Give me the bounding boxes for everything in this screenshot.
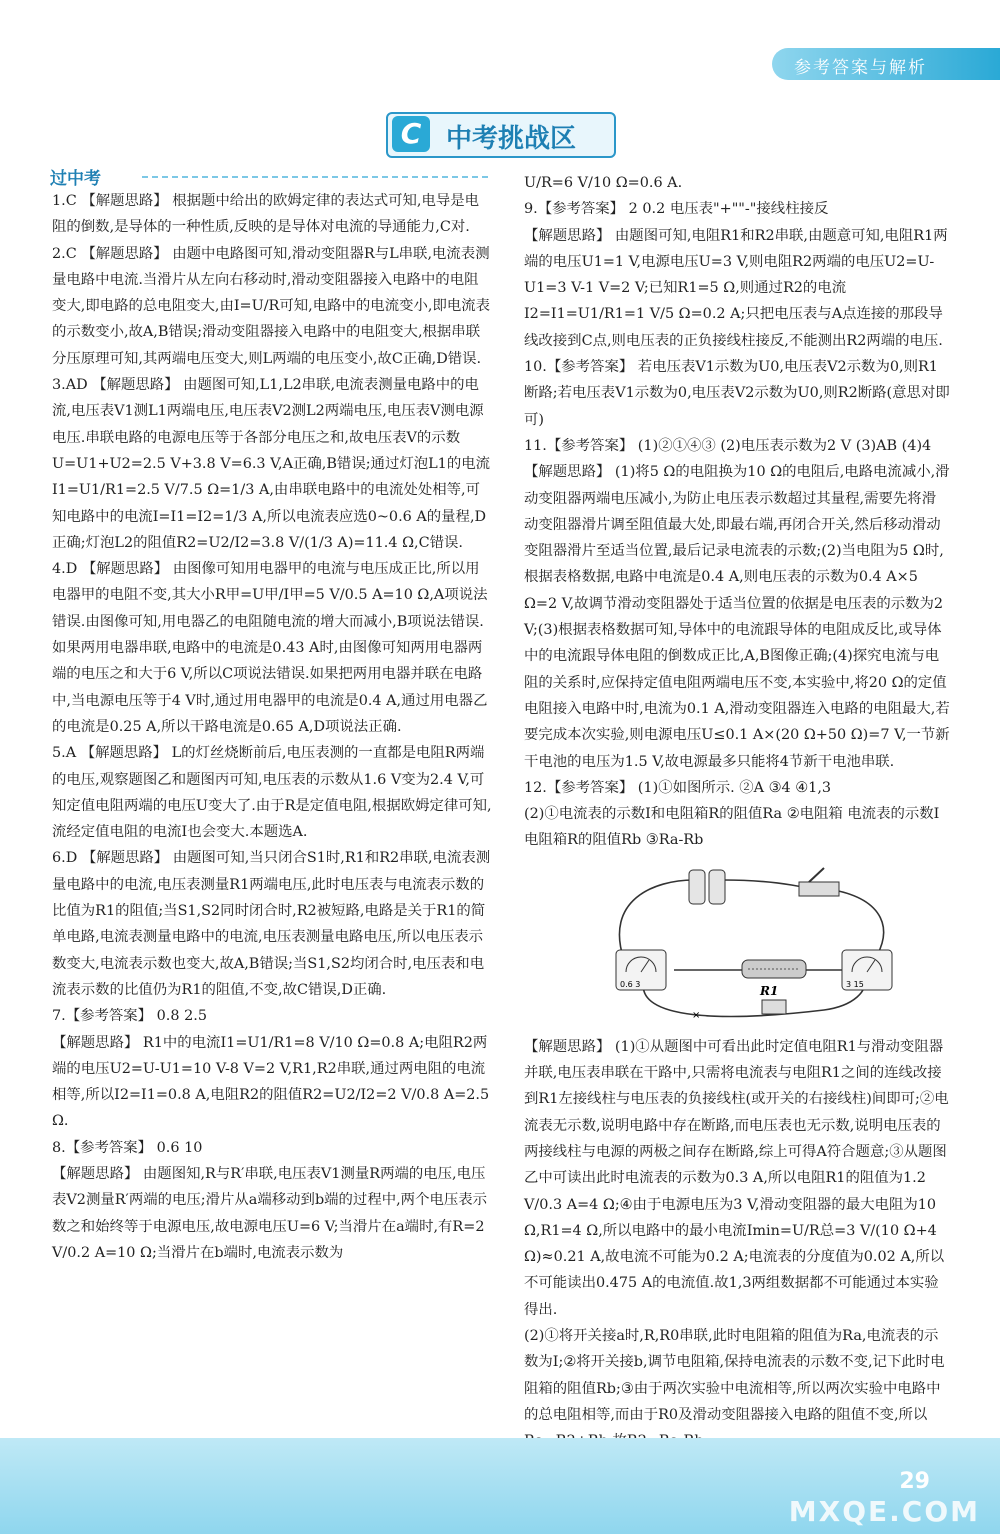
answer-2: 2.C 【解题思路】 由题中电路图可知,滑动变阻器R与L串联,电流表测量电路中电流.当滑片从左向右移动时,滑动变阻器接入电路中的电阻变大,即电路的总电阻变大,由I=U/R可知,电路中的电流变小,即电流表的示数变小,故A,B错误;滑动变阻器接入电路中的电阻变大,根据串联分压原理可知,其两端电压变大,则L两端的电压变小,故C正确,D错误. <box>52 245 491 367</box>
answer-1: 1.C 【解题思路】 根据题中给出的欧姆定律的表达式可知,电导是电阻的倒数,是导体的一种性质,反映的是导体对电流的导通能力,C对. <box>52 193 480 236</box>
watermark: MXQE.COM <box>788 1495 980 1528</box>
answer-9: 9.【参考答案】 2 0.2 电压表"+""-"接线柱接反 <box>524 201 829 218</box>
answer-3: 3.AD 【解题思路】 由题图可知,L1,L2串联,电流表测量电路中的电流,电压表V1测L1两端电压,电压表V2测L2两端电压,电压表V测电源电压.串联电路的电源电压等于各部分电压之和,故电压表V的示数U=U1+U2=2.5 V+3.8 V=6.3 V,A正确,B错误;通过灯泡L1的电流I1=U1/R1=2.5 V/7.5 Ω=1/3 A,由串联电路中的电流处处相等,可知电路中的电流I=I1=I2=1/3 A,所以电流表应选0~0.6 A的量程,D正确;灯泡L2的阻值R2=U2/I2=3.8 V/(1/3 A)=11.4 Ω,C错误. <box>52 377 490 551</box>
section-title: 中考挑战区 <box>446 124 577 154</box>
answer-11-explanation: 【解题思路】 (1)将5 Ω的电阻换为10 Ω的电阻后,电路电流减小,滑动变阻器两端电压减小,为防止电压表示数超过其量程,需要先将滑动变阻器滑片调至阻值最大处,即最右端,再闭合开关,然后移动滑动变阻器滑片至适当位置,最后记录电流表的示数;(2)当电阻为5 Ω时,根据表格数据,电路中电流是0.4 A,则电压表的示数为0.4 A×5 Ω=2 V,故调节滑动变阻器处于适当位置的依据是电压表的示数为2 V;(3)根据表格数据可知,导体中的电流跟导体的电阻成反比,或导体中的电流跟导体电阻的倒数成正比,A,B图像正确;(4)探究电流与电阻的关系时,应保持定值电阻两端电压不变,本实验中,将20 Ω的定值电阻接入电路中时,电流为0.1 A,滑动变阻器连入电路的电阻最大,若要完成本次实验,则电源电压U≤0.1 A×(20 Ω+50 Ω)=7 V,一节新干电池的电压为1.5 V,故电源最多只能将4节新干电池串联. <box>524 464 950 770</box>
answer-5: 5.A 【解题思路】 L的灯丝烧断前后,电压表测的一直都是电阻R两端的电压,观察题图乙和题图丙可知,电压表的示数从1.6 V变为2.4 V,可知定值电阻两端的电压U变大了.由于R是定值电阻,根据欧姆定律可知,流经定值电阻的电流I也会变大.本题选A. <box>52 745 492 841</box>
left-column <box>52 188 492 1266</box>
answer-9-explanation: 【解题思路】 由题图可知,电阻R1和R2串联,由题意可知,电阻R1两端的电压U1=1 V,电源电压U=3 V,则电阻R2两端的电压U2=U-U1=3 V-1 V=2 V;已知R1=5 Ω,则通过R2的电流I2=I1=U1/R1=1 V/5 Ω=0.2 A;只把电压表与A点连接的那段导线改接到C点,则电压表的正负接线柱接反,不能测出R2两端的电压. <box>524 227 948 349</box>
switch <box>799 882 839 896</box>
subsection-header <box>50 164 490 189</box>
answer-6: 6.D 【解题思路】 由题图可知,当只闭合S1时,R1和R2串联,电流表测量电路中的电流,电压表测量R1两端电压,此时电压表与电流表示数的比值为R1的阻值;当S1,S2同时闭合时,R2被短路,电路是关于R1的简单电路,电流表测量电路中的电流,电压表测量电路电压,所以电压表示数变大,电流表示数也变大,故A,B错误;当S1,S2均闭合时,电压表和电流表示数的比值仍为R1的阻值,不变,故C错误,D正确. <box>52 850 491 998</box>
page-number: 29 <box>899 1469 930 1494</box>
section-header <box>386 112 616 158</box>
subsection-title: 过中考 <box>50 169 101 189</box>
battery-2 <box>709 870 725 904</box>
resistor-r1-label: R1 <box>760 983 779 998</box>
wire-cross-mark: × <box>692 1009 701 1021</box>
dashed-divider <box>142 176 488 178</box>
answer-10: 10.【参考答案】 若电压表V1示数为U0,电压表V2示数为0,则R1断路;若电压表V1示数为0,电压表V2示数为U0,则R2断路(意思对即可) <box>524 359 950 428</box>
answer-12: 12.【参考答案】 (1)①如图所示. ②A ③4 ④1,3 <box>524 779 832 796</box>
resistor-r1-icon <box>762 1000 786 1014</box>
answer-7: 7.【参考答案】 0.8 2.5 <box>52 1008 207 1025</box>
answer-7-explanation: 【解题思路】 R1中的电流I1=U1/R1=8 V/10 Ω=0.8 A;电阻R2两端的电压U2=U-U1=10 V-8 V=2 V,R1,R2串联,通过两电阻的电流相等,所以I2=I1=0.8 A,电阻R2的阻值R2=U2/I2=2 V/0.8 A=2.5 Ω. <box>52 1034 490 1130</box>
answer-12-part2-explanation: (2)①将开关接a时,R,R0串联,此时电阻箱的阻值为Ra,电流表的示数为I;②将开关接b,调节电阻箱,保持电流表的示数不变,记下此时电阻箱的阻值Rb;③由于两次实验中电流相等,所以两次实验中电路中的总电阻相等,而由于R0及滑动变阻器接入电路的阻值不变,所以 <box>524 1327 945 1423</box>
page-footer <box>0 1438 1000 1534</box>
answer-8-explanation: 【解题思路】 由题图知,R与R′串联,电压表V1测量R两端的电压,电压表V2测量R′两端的电压;滑片从a端移动到b端的过程中,两个电压表示数之和始终等于电源电压,故电源电压U=6 V;当滑片在a端时,有R=2 V/0.2 A=10 Ω;当滑片在b端时,电流表示数为 <box>52 1165 488 1261</box>
section-tag-text: 参考答案与解析 <box>794 58 927 78</box>
voltmeter-terminals: 3 15 <box>846 979 864 989</box>
ammeter-terminals: 0.6 3 <box>620 979 641 989</box>
circuit-diagram <box>524 860 950 1030</box>
section-tag <box>772 48 1000 80</box>
answer-8-continued: U/R=6 V/10 Ω=0.6 A. <box>524 175 683 191</box>
answer-4: 4.D 【解题思路】 由图像可知用电器甲的电流与电压成正比,所以用电器甲的电阻不变,其大小R甲=U甲/I甲=5 V/0.5 A=10 Ω,A项说法错误.由图像可知,用电器乙的电阻随电流的增大而减小,B项说法错误.如果两用电器串联,电路中的电流是0.43 A时,由图像可知两用电器两端的电压之和大于6 V,所以C项说法错误.如果把两用电器并联在电路中,当电源电压等于4 V时,通过用电器甲的电流是0.4 A,通过用电器乙的电流是0.25 A,所以干路电流是0.65 A,D项说法正确. <box>52 561 488 735</box>
section-letter: C <box>392 116 430 152</box>
answer-8: 8.【参考答案】 0.6 10 <box>52 1139 203 1156</box>
battery-1 <box>689 870 705 904</box>
answer-11: 11.【参考答案】 (1)②①④③ (2)电压表示数为2 V (3)AB (4)4 <box>524 437 932 454</box>
right-column <box>524 170 950 1481</box>
circuit-figure <box>524 860 950 1030</box>
answer-12-explanation: 【解题思路】 (1)①从题图中可看出此时定值电阻R1与滑动变阻器并联,电压表串联在干路中,只需将电流表与电阻R1之间的连线改接到R1左接线柱与电压表的负接线柱(或开关的右接线柱)间即可;②电流表无示数,说明电路中存在断路,而电压表也无示数,说明电压表的两接线柱与电源的两极之间存在断路,综上可得A符合题意;③从题图乙中可读出此时电流表的示数为0.3 A,所以电阻R1的阻值为1.2 V/0.3 A=4 Ω;④由于电源电压为3 V,滑动变阻器的最大电阻为10 Ω,R1=4 Ω,所以电路中的最小电流Imin=U/R总=3 V/(10 Ω+4 Ω)≈0.21 A,故电流不可能为0.2 A;电流表的分度值为0.02 A,所以不可能读出0.475 A的电流值.故1,3两组数据都不可能通过本实验得出. <box>524 1038 949 1318</box>
answer-12-part2: (2)①电流表的示数I和电阻箱R的阻值Ra ②电阻箱 电流表的示数I 电阻箱R的阻值Rb ③Ra-Rb <box>524 806 940 849</box>
